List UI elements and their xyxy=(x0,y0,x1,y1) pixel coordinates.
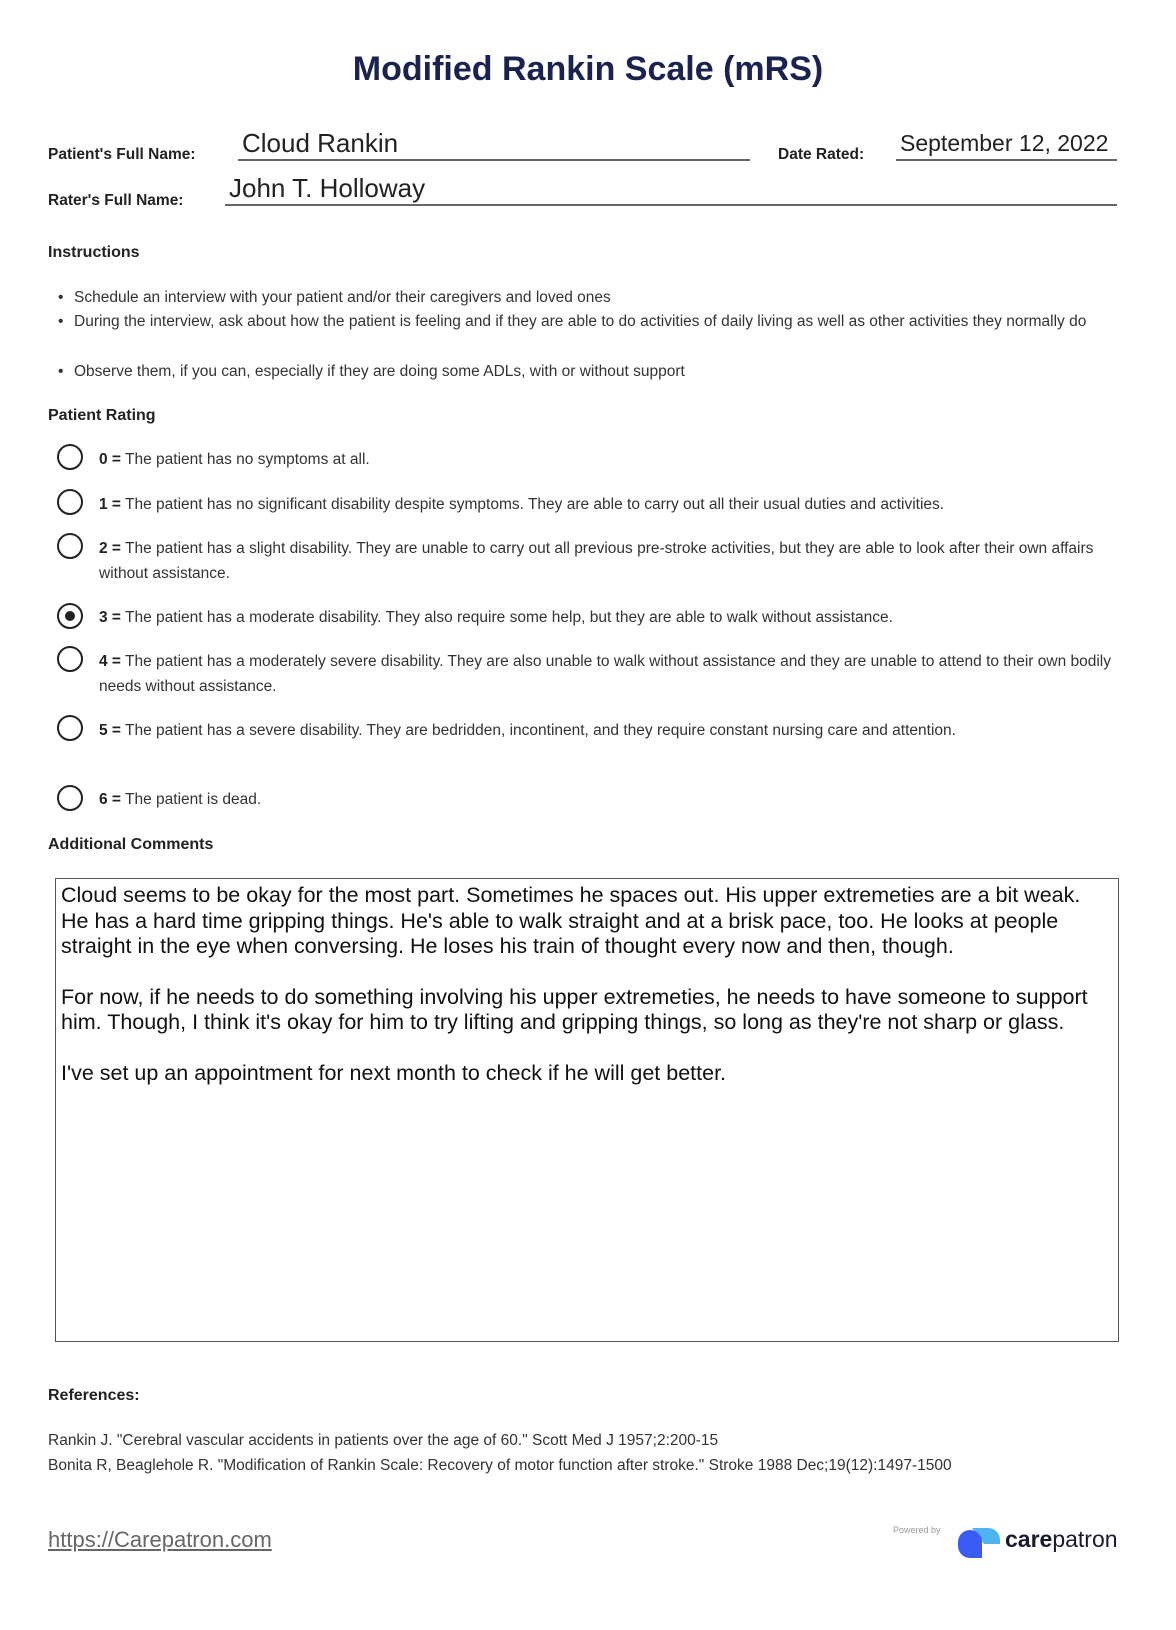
rating-radio-1[interactable] xyxy=(57,489,83,515)
reference-item: Bonita R, Beaglehole R. "Modification of Rankin Scale: Recovery of motor function after stroke." Stroke 1988 Dec;19(12):1497-1500 xyxy=(48,1457,952,1474)
instruction-text: During the interview, ask about how the patient is feeling and if they are able to do activities of daily living as well as other activities they normally do xyxy=(74,313,1087,330)
date-rated-label: Date Rated: xyxy=(778,146,865,163)
radio-selected-dot xyxy=(65,611,75,621)
rating-option-6 xyxy=(99,787,1129,812)
patient-rating-heading: Patient Rating xyxy=(48,407,156,424)
instruction-text: Schedule an interview with your patient and/or their caregivers and loved ones xyxy=(74,289,611,306)
rating-text: The patient has a slight disability. They are unable to carry out all previous pre-stroke activities, but they are able to look after their own affairs without assistance. xyxy=(99,540,1094,582)
rating-option-1 xyxy=(99,492,1129,517)
rating-radio-5[interactable] xyxy=(57,715,83,741)
brand-rest: patron xyxy=(1052,1526,1118,1552)
rating-radio-2[interactable] xyxy=(57,533,83,559)
powered-by-label: Powered by xyxy=(893,1525,941,1535)
rating-option-0 xyxy=(99,447,1129,472)
rater-name-field[interactable]: John T. Holloway xyxy=(225,172,1117,206)
rating-radio-0[interactable] xyxy=(57,444,83,470)
rating-score: 6 = xyxy=(99,791,121,808)
additional-comments-textarea[interactable] xyxy=(55,878,1119,1342)
instructions-heading: Instructions xyxy=(48,244,140,261)
additional-comments-heading: Additional Comments xyxy=(48,836,214,853)
rating-score: 5 = xyxy=(99,722,121,739)
patient-name-label: Patient's Full Name: xyxy=(48,146,196,163)
carepatron-link[interactable]: https://Carepatron.com xyxy=(48,1527,272,1552)
page-title: Modified Rankin Scale (mRS) xyxy=(352,50,824,88)
rating-option-3 xyxy=(99,605,1129,630)
comment-paragraph: I've set up an appointment for next month to check if he will get better. xyxy=(61,1060,727,1085)
rating-text: The patient has no symptoms at all. xyxy=(125,451,370,468)
rating-text: The patient is dead. xyxy=(125,791,262,808)
rating-option-5 xyxy=(99,718,1129,743)
carepatron-wordmark xyxy=(1005,1526,1118,1553)
rating-text: The patient has a severe disability. They are bedridden, incontinent, and they require constant nursing care and attention. xyxy=(125,722,956,739)
instruction-item: • Observe them, if you can, especially if they are doing some ADLs, with or without support xyxy=(58,363,685,380)
rater-name-label: Rater's Full Name: xyxy=(48,192,184,209)
patient-name-field[interactable]: Cloud Rankin xyxy=(238,127,750,161)
date-rated-field[interactable]: September 12, 2022 xyxy=(896,127,1117,161)
comment-paragraph: For now, if he needs to do something involving his upper extremeties, he needs to have someone to support him. Though, I think it's okay for him to try lifting and gripping things, so long as they're not sharp or glass. xyxy=(61,984,1088,1034)
comment-paragraph: Cloud seems to be okay for the most part. Sometimes he spaces out. His upper extremeties are a bit weak. He has a hard time gripping things. He's able to walk straight and at a brisk pace, too. He looks at people straight in the eye when conversing. He loses his train of thought every now and then, though. xyxy=(61,883,1081,958)
rating-score: 2 = xyxy=(99,540,121,557)
rating-text: The patient has a moderately severe disability. They are also unable to walk without assistance and they are unable to attend to their own bodily needs without assistance. xyxy=(99,653,1111,695)
rating-score: 0 = xyxy=(99,451,121,468)
carepatron-logo-icon xyxy=(958,1526,1000,1558)
rating-score: 3 = xyxy=(99,609,121,626)
reference-item: Rankin J. "Cerebral vascular accidents in patients over the age of 60." Scott Med J 1957;2:200-15 xyxy=(48,1432,719,1449)
rating-text: The patient has no significant disability despite symptoms. They are able to carry out all their usual duties and activities. xyxy=(125,496,945,513)
rating-score: 1 = xyxy=(99,496,121,513)
rating-radio-4[interactable] xyxy=(57,646,83,672)
instruction-item: • During the interview, ask about how the patient is feeling and if they are able to do activities of daily living as well as other activities they normally do xyxy=(58,313,1087,330)
rating-option-4 xyxy=(99,649,1129,699)
instruction-text: Observe them, if you can, especially if they are doing some ADLs, with or without support xyxy=(74,363,685,380)
instruction-item: • Schedule an interview with your patient and/or their caregivers and loved ones xyxy=(58,289,611,306)
brand-bold: care xyxy=(1005,1526,1053,1552)
references-heading: References: xyxy=(48,1387,140,1404)
rating-radio-3-selected[interactable] xyxy=(57,603,83,629)
rating-option-2 xyxy=(99,536,1129,586)
rating-score: 4 = xyxy=(99,653,121,670)
rating-radio-6[interactable] xyxy=(57,785,83,811)
rating-text: The patient has a moderate disability. They also require some help, but they are able to walk without assistance. xyxy=(125,609,893,626)
